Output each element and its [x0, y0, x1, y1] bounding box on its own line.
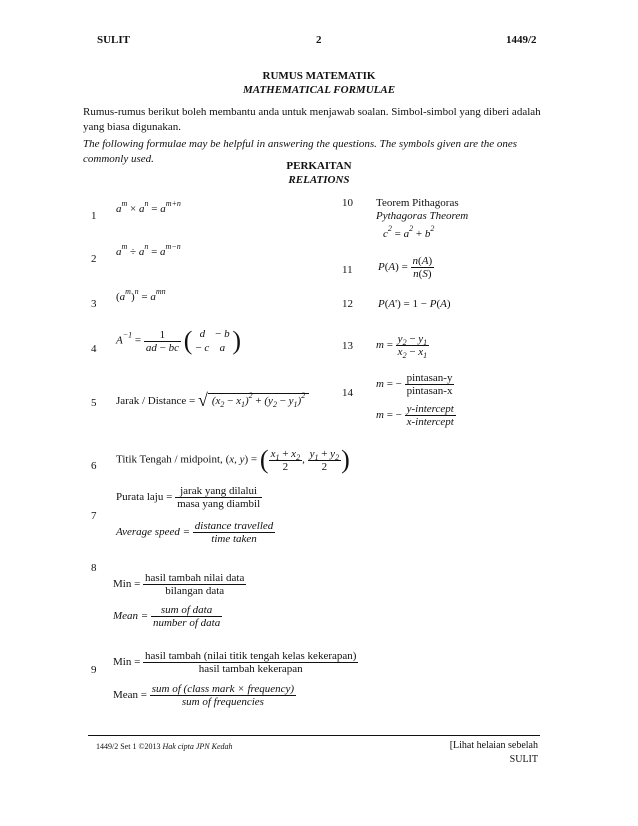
formula-number: 9 [91, 664, 97, 676]
formula-8-ms [113, 572, 246, 597]
hasil-nilai: hasil tambah nilai data [145, 572, 245, 584]
masa-diambil: masa yang diambil [177, 498, 261, 510]
formula-13: m = $\frac{y_2 - y_1}{x_2 - x_1}$ [376, 333, 428, 360]
title-ms: RUMUS MATEMATIK [262, 70, 376, 82]
formula-number: 3 [91, 298, 97, 310]
formula-9-ms [113, 650, 358, 675]
pyth-en: Pythagoras Theorem [376, 210, 469, 222]
min-label: Min = [113, 578, 141, 591]
formula-7-en [116, 520, 275, 545]
footer-divider [88, 735, 540, 736]
formula-number: 1 [91, 210, 97, 222]
section-ms: PERKAITAN [286, 160, 352, 172]
formula-4: $A^{-1}$ = $\frac{1}{ad - bc}$ ( d − b − c a ) [116, 326, 242, 355]
formula-number: 4 [91, 343, 97, 355]
midpoint-label: Titik Tengah / midpoint, [116, 453, 223, 466]
y-intercept: y-intercept [406, 403, 454, 415]
formula-2: $a^m \div a^n = a^{m-n}$ [116, 242, 181, 258]
hasil-kekerapan: hasil tambah kekerapan [198, 663, 303, 675]
formula-number: 7 [91, 510, 97, 522]
formula-number: 6 [91, 460, 97, 472]
formula-12: P(A') = 1 − P(A) [378, 298, 451, 310]
formula-6: Titik Tengah / midpoint, (x, y) = ( $\frac{x_1 + x_2}{2}$ , $\frac{y_1 + y_2}{2}$ ) [116, 445, 350, 474]
formula-number: 2 [91, 253, 97, 265]
distance-label: Jarak / Distance = [116, 395, 196, 407]
bilangan-data: bilangan data [165, 585, 225, 597]
formula-3: $(a^m)^n = a^{mn}$ [116, 287, 166, 303]
formula-8-en [113, 604, 222, 629]
formula-5: Jarak / Distance = √ $(x_2 - x_1)^2 + (y_2 - y_1)^2$ [116, 390, 309, 411]
footer-left [96, 742, 233, 751]
hasil-kelas: hasil tambah (nilai titik tengah kelas kekerapan) [145, 650, 357, 662]
formula-14-en: m = − y-intercept x-intercept [376, 403, 454, 428]
jarak-dilalui: jarak yang dilalui [175, 485, 262, 498]
pintasan-x: pintasan-x [406, 385, 453, 397]
formula-11: P(A) = $\frac{n(A)}{n(S)}$ [378, 255, 433, 280]
title-en: MATHEMATICAL FORMULAE [242, 84, 396, 96]
min2-label: Min = [113, 656, 141, 669]
formula-7-ms [116, 485, 262, 510]
pyth-ms: Teorem Pithagoras [376, 197, 459, 209]
intro-ms: Rumus-rumus berikut boleh membantu anda untuk menjawab soalan. Simbol-simbol yang diberi adalah yang biasa digunakan. [83, 106, 541, 133]
formula-number: 10 [342, 197, 353, 209]
mean2-label: Mean = [113, 689, 147, 702]
footer-copyright: Hak cipta JPN Kedah [162, 742, 233, 751]
sum-data: sum of data [151, 604, 222, 617]
formula-10: $c^2 = a^2 + b^2$ [383, 224, 435, 240]
paper-code: 1449/2 [506, 34, 537, 46]
formula-number: 5 [91, 397, 97, 409]
x-intercept: x-intercept [406, 416, 454, 428]
page-number: 2 [316, 34, 322, 46]
formula-number: 11 [342, 264, 353, 276]
sum-class: sum of (class mark × frequency) [151, 683, 295, 695]
formula-number: 8 [91, 562, 97, 574]
formula-number: 14 [342, 387, 353, 399]
number-data: number of data [152, 617, 221, 629]
intro-en: The following formulae may be helpful in answering the questions. The symbols given are the ones commonly used. [83, 138, 518, 165]
mean-label: Mean = [113, 610, 149, 623]
footer-code: 1449/2 Set 1 ©2013 [96, 742, 161, 751]
sum-freq: sum of frequencies [181, 696, 264, 708]
avg-speed-label: Average speed = [116, 526, 191, 539]
formula-number: 13 [342, 340, 353, 352]
header-sulit: SULIT [97, 34, 131, 46]
purata-label: Purata laju = [116, 491, 173, 504]
formula-9-en [113, 683, 296, 708]
distance-travelled: distance travelled [194, 520, 274, 532]
footer-next-page: [Lihat helaian sebelah [449, 740, 538, 751]
section-en: RELATIONS [288, 174, 350, 186]
time-taken: time taken [211, 533, 257, 545]
formula-number: 12 [342, 298, 353, 310]
footer-sulit: SULIT [509, 754, 538, 765]
formula-14-ms: m = − pintasan-y pintasan-x [376, 372, 453, 397]
pintasan-y: pintasan-y [406, 372, 453, 384]
formula-1: $a^m \times a^n = a^{m+n}$ [116, 199, 181, 215]
